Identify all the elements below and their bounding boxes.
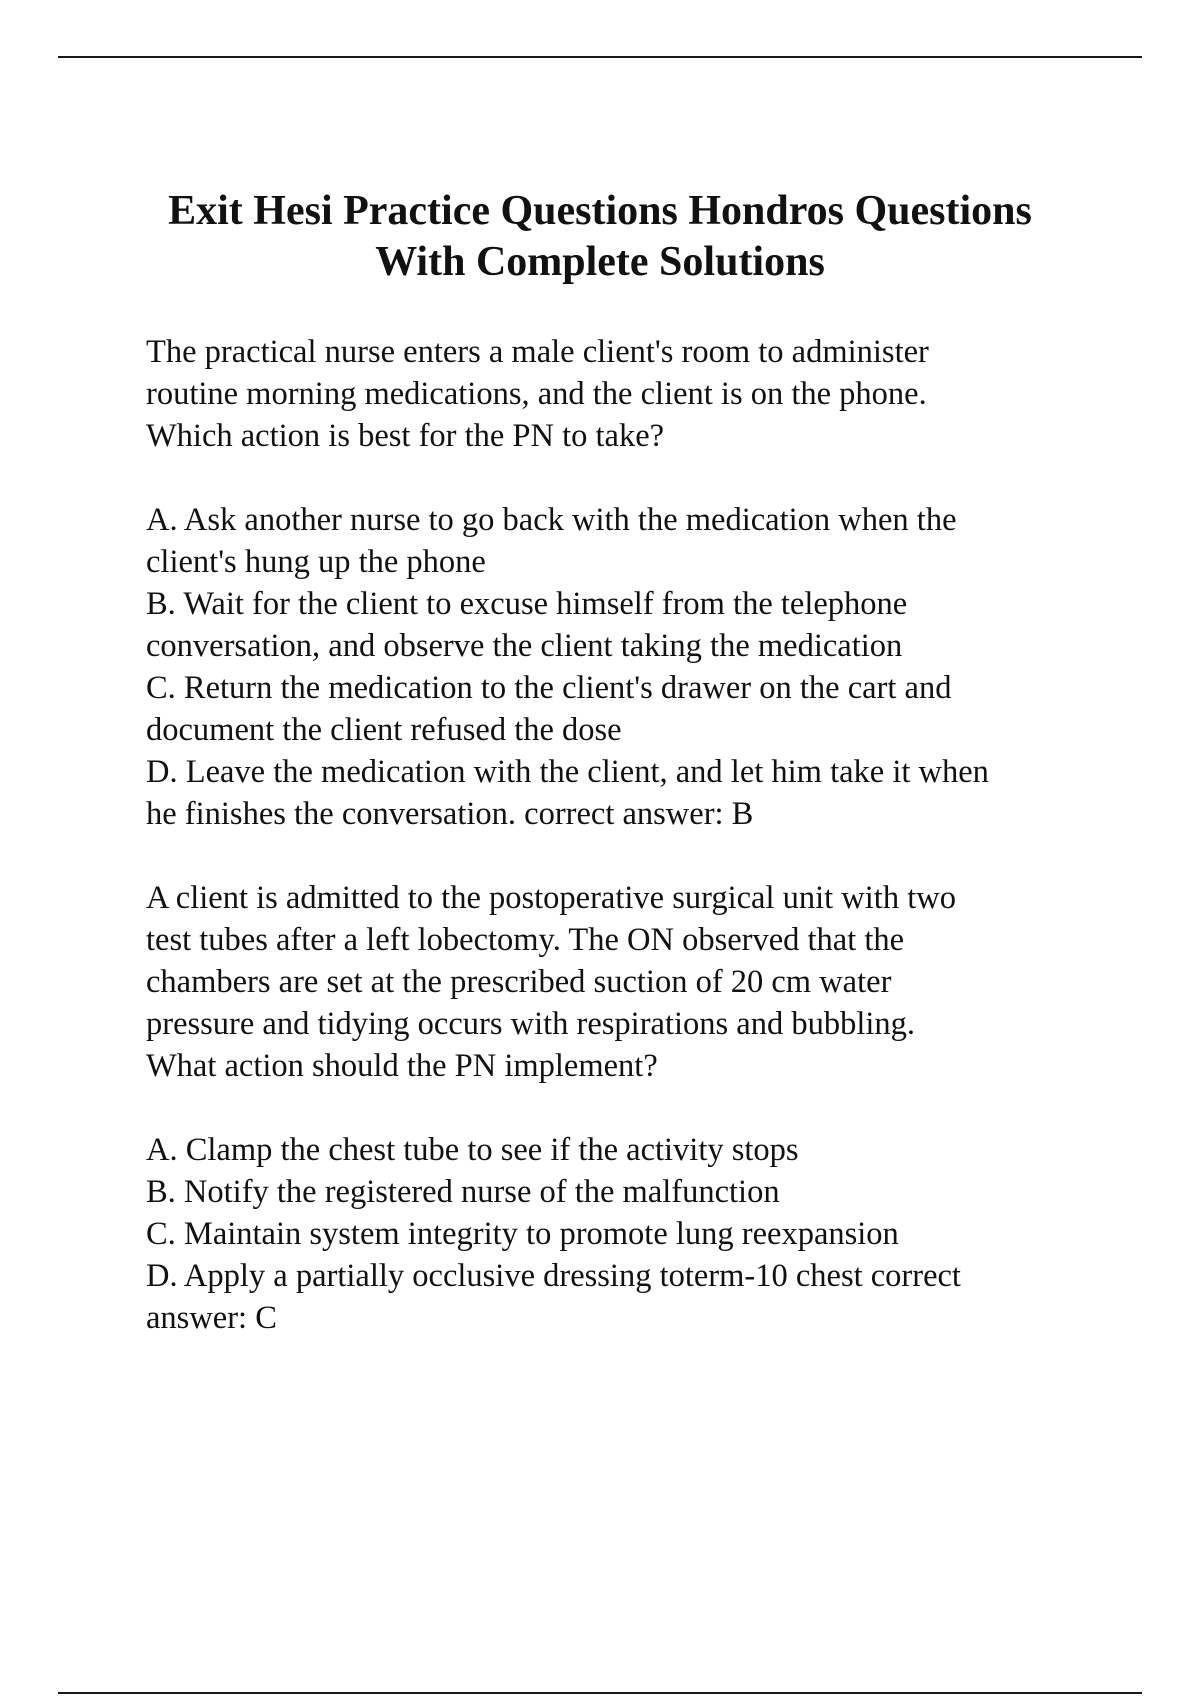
option-line: A. Clamp the chest tube to see if the activity stops — [146, 1132, 799, 1168]
option-line: C. Return the medication to the client's drawer on the cart and — [146, 670, 952, 706]
title-line-1: Exit Hesi Practice Questions Hondros Questions — [168, 188, 1032, 234]
option-line: conversation, and observe the client taking the medication — [146, 628, 903, 664]
question-1-stem — [146, 331, 1146, 457]
option-line: he finishes the conversation. correct answer: B — [146, 796, 754, 832]
option-line: document the client refused the dose — [146, 712, 622, 748]
stem-line: pressure and tidying occurs with respirations and bubbling. — [146, 1006, 916, 1042]
option-line: A. Ask another nurse to go back with the medication when the — [146, 502, 957, 538]
question-2-options — [146, 1129, 1146, 1339]
option-line: B. Notify the registered nurse of the malfunction — [146, 1174, 780, 1210]
stem-line: Which action is best for the PN to take? — [146, 418, 665, 454]
document-body — [146, 331, 1146, 1339]
title-line-2: With Complete Solutions — [375, 239, 825, 285]
question-1-options — [146, 499, 1146, 835]
paragraph-gap — [146, 835, 1146, 877]
question-2-stem — [146, 877, 1146, 1087]
bottom-rule — [58, 1692, 1142, 1694]
option-line: client's hung up the phone — [146, 544, 486, 580]
document-title — [100, 186, 1100, 288]
stem-line: The practical nurse enters a male client's room to administer — [146, 334, 929, 370]
stem-line: routine morning medications, and the client is on the phone. — [146, 376, 927, 412]
stem-line: test tubes after a left lobectomy. The ON observed that the — [146, 922, 905, 958]
option-line: D. Leave the medication with the client, and let him take it when — [146, 754, 989, 790]
option-line: B. Wait for the client to excuse himself from the telephone — [146, 586, 908, 622]
paragraph-gap — [146, 457, 1146, 499]
stem-line: A client is admitted to the postoperative surgical unit with two — [146, 880, 956, 916]
top-rule — [58, 56, 1142, 58]
question-1 — [146, 331, 1146, 835]
stem-line: What action should the PN implement? — [146, 1048, 658, 1084]
option-line: answer: C — [146, 1300, 277, 1336]
stem-line: chambers are set at the prescribed suction of 20 cm water — [146, 964, 892, 1000]
option-line: D. Apply a partially occlusive dressing toterm-10 chest correct — [146, 1258, 961, 1294]
paragraph-gap — [146, 1087, 1146, 1129]
option-line: C. Maintain system integrity to promote lung reexpansion — [146, 1216, 899, 1252]
question-2 — [146, 877, 1146, 1339]
